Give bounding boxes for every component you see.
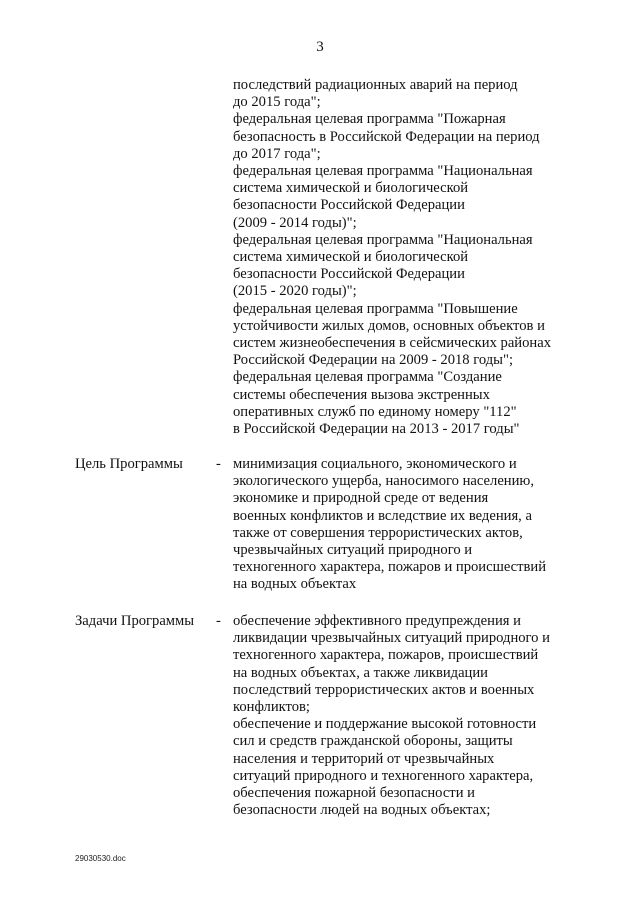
text-line: населения и территорий от чрезвычайных xyxy=(233,750,495,767)
text-line: Российской Федерации на 2009 - 2018 годы"; xyxy=(233,352,513,369)
text-line: система химической и биологической xyxy=(233,180,469,197)
text-line: обеспечения пожарной безопасности и xyxy=(233,785,475,802)
text-line: на водных объектах, а также ликвидации xyxy=(233,664,488,681)
page-number: 3 xyxy=(316,39,324,55)
text-line: обеспечение эффективного предупреждения и xyxy=(233,613,521,629)
tasks-label: Задачи Программы xyxy=(75,613,195,629)
goal-dash: - xyxy=(216,456,221,472)
text-line: на водных объектах xyxy=(233,576,357,593)
text-line: (2015 - 2020 годы)"; xyxy=(233,283,357,300)
text-line: сил и средств гражданской обороны, защиты xyxy=(233,733,513,750)
text-line: последствий радиационных аварий на период xyxy=(233,77,518,93)
text-line: устойчивости жилых домов, основных объектов и xyxy=(233,317,545,334)
text-line: техногенного характера, пожаров и происшествий xyxy=(233,559,547,576)
goal-label: Цель Программы xyxy=(75,456,183,472)
text-line: в Российской Федерации на 2013 - 2017 годы" xyxy=(233,421,520,438)
text-line: безопасности Российской Федерации xyxy=(233,197,465,214)
text-line: чрезвычайных ситуаций природного и xyxy=(233,542,473,559)
text-line: минимизация социального, экономического и xyxy=(233,456,517,472)
text-line: техногенного характера, пожаров, происшествий xyxy=(233,647,539,664)
text-line: до 2017 года"; xyxy=(233,145,321,162)
text-line: экономике и природной среде от ведения xyxy=(233,490,489,507)
text-line: военных конфликтов и вследствие их ведения, а xyxy=(233,507,532,524)
text-line: экологического ущерба, наносимого населению, xyxy=(233,473,534,490)
text-line: федеральная целевая программа "Повышение xyxy=(233,300,518,317)
text-line: до 2015 года"; xyxy=(233,94,321,111)
goal-text xyxy=(233,456,613,594)
text-line: конфликтов; xyxy=(233,699,310,716)
text-line: федеральная целевая программа "Национальная xyxy=(233,231,533,248)
document-filename: 29030530.doc xyxy=(75,854,126,863)
text-line: систем жизнеобеспечения в сейсмических районах xyxy=(233,335,551,352)
text-line: обеспечение и поддержание высокой готовности xyxy=(233,716,537,733)
text-line: система химической и биологической xyxy=(233,249,469,266)
text-line: системы обеспечения вызова экстренных xyxy=(233,386,490,403)
text-line: также от совершения террористических актов, xyxy=(233,524,523,541)
text-line: ситуаций природного и техногенного характера, xyxy=(233,767,534,784)
text-line: безопасность в Российской Федерации на период xyxy=(233,128,540,145)
text-line: федеральная целевая программа "Создание xyxy=(233,369,502,386)
text-line: оперативных служб по единому номеру "112" xyxy=(233,403,517,420)
text-line: безопасности людей на водных объектах; xyxy=(233,802,491,819)
tasks-text xyxy=(233,613,613,819)
text-line: безопасности Российской Федерации xyxy=(233,266,465,283)
text-line: ликвидации чрезвычайных ситуаций природного и xyxy=(233,630,550,647)
text-line: федеральная целевая программа "Национальная xyxy=(233,163,533,180)
text-line: (2009 - 2014 годы)"; xyxy=(233,214,357,231)
continuation-text xyxy=(233,77,613,438)
text-line: федеральная целевая программа "Пожарная xyxy=(233,111,506,128)
text-line: последствий террористических актов и военных xyxy=(233,681,535,698)
tasks-dash: - xyxy=(216,613,221,629)
